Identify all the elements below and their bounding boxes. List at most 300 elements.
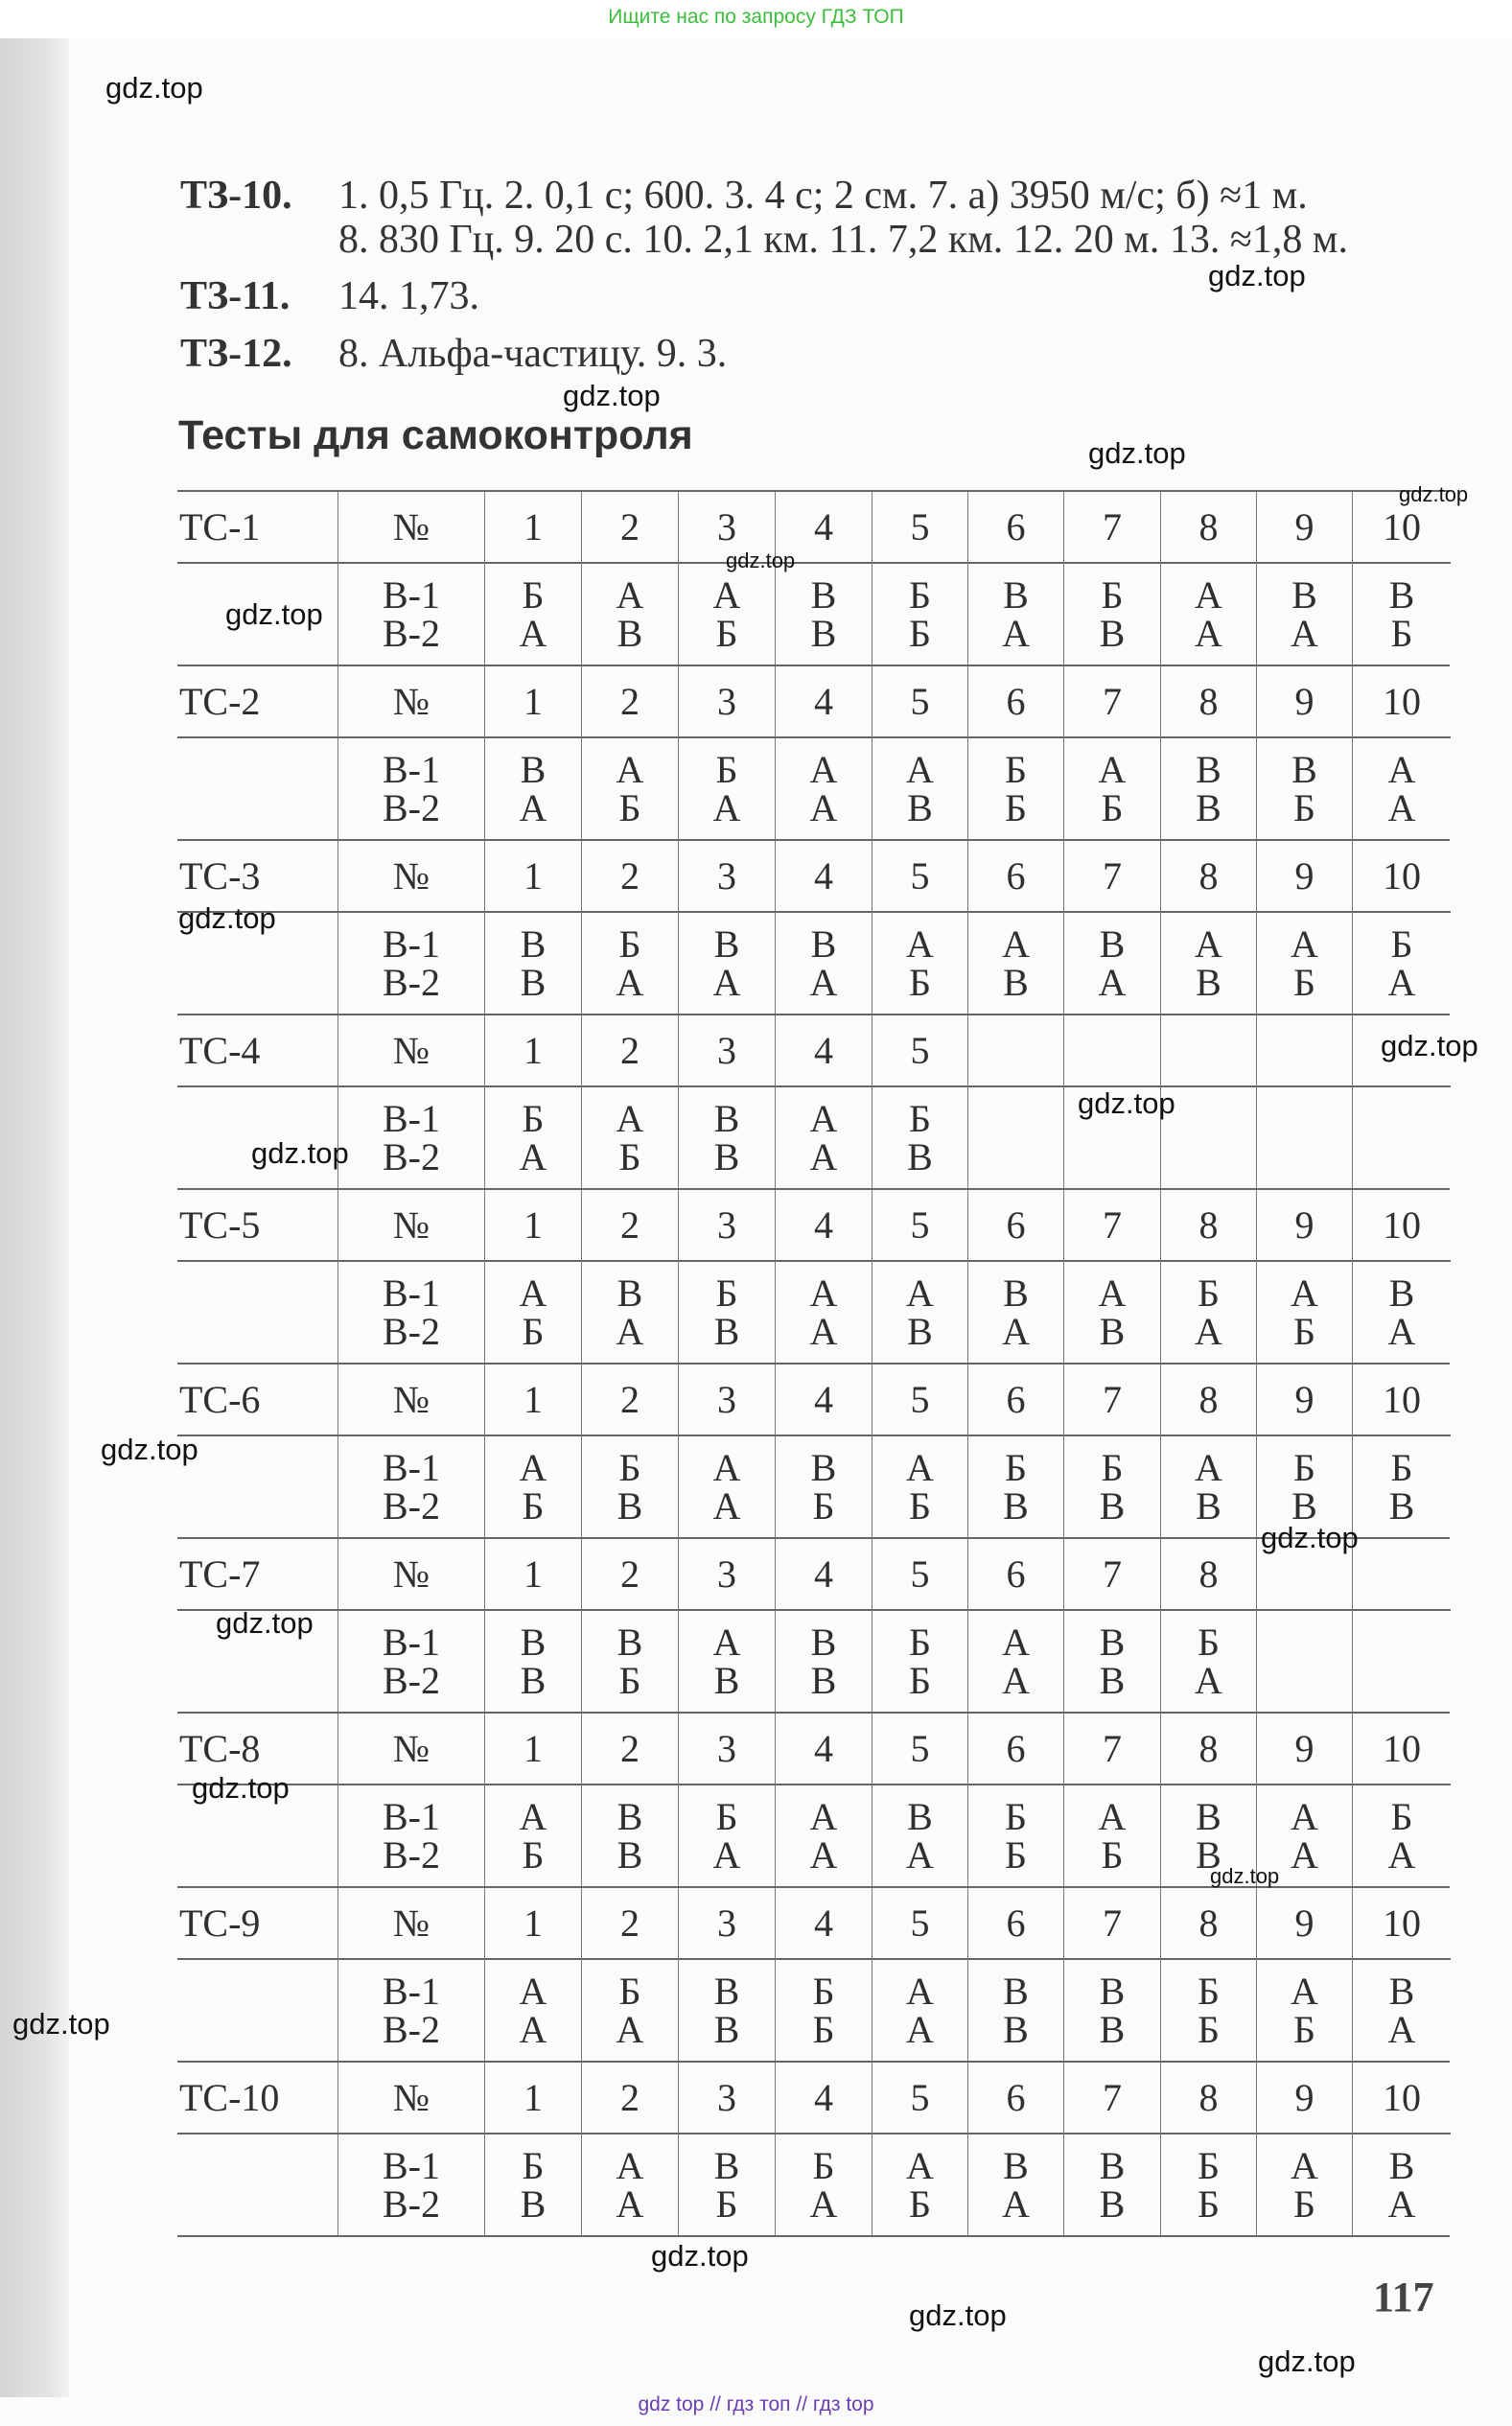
answer-cell	[967, 1785, 1063, 1886]
answer-v1: В	[1099, 1620, 1126, 1664]
answer-v1: В	[810, 921, 837, 966]
answer-v2: В	[1196, 960, 1221, 1004]
answer-v2: Б	[522, 1832, 545, 1877]
answer-cell	[581, 2134, 678, 2235]
answer-v1: Б	[1101, 1445, 1124, 1489]
variant-labels	[337, 1436, 484, 1537]
answer-cell	[1256, 1960, 1352, 2061]
answer-cell	[678, 1785, 775, 1886]
watermark: gdz.top	[192, 1771, 290, 1805]
answer-v1: А	[906, 1969, 934, 2013]
answer-text: 14. 1,73.	[338, 274, 479, 318]
answer-v1: В	[1388, 1969, 1415, 2013]
answer-cell	[967, 1611, 1063, 1712]
answer-v2: В	[1099, 2181, 1126, 2226]
answer-line-tz10	[180, 173, 1308, 219]
question-number: 2	[581, 2063, 678, 2134]
answer-cell	[581, 738, 678, 839]
question-number: 5	[872, 1190, 967, 1262]
answer-cell	[967, 564, 1063, 665]
answer-cell	[484, 1087, 581, 1188]
watermark: gdz.top	[251, 1136, 349, 1170]
answer-v1: А	[616, 2143, 644, 2187]
variant-label: В-2	[383, 1134, 440, 1178]
question-number: 1	[484, 1888, 581, 1960]
watermark: gdz.top	[1399, 482, 1469, 506]
variant-labels	[337, 1262, 484, 1363]
answer-v2: Б	[1293, 2007, 1315, 2051]
answer-v2: В	[713, 1134, 740, 1178]
question-number: 10	[1352, 1190, 1451, 1262]
answer-v1: А	[1098, 747, 1127, 791]
answer-cell	[1160, 2134, 1256, 2235]
answer-v2: Б	[1005, 1832, 1027, 1877]
watermark: gdz.top	[12, 2007, 110, 2041]
answer-v1: Б	[618, 1445, 641, 1489]
answer-cell	[775, 1785, 872, 1886]
answer-v2: Б	[1198, 2007, 1220, 2051]
empty-cell	[177, 1262, 337, 1363]
answer-v2: А	[809, 1134, 838, 1178]
answer-cell	[1063, 913, 1160, 1014]
answer-v1: В	[616, 1794, 643, 1838]
question-number: 10	[1352, 1714, 1451, 1785]
question-number: 1	[484, 1539, 581, 1611]
answer-cell	[484, 913, 581, 1014]
test-block	[177, 1712, 1450, 1886]
answer-v2: В	[616, 611, 643, 655]
watermark: gdz.top	[563, 379, 661, 412]
answer-v2: А	[1387, 960, 1416, 1004]
answer-cell	[1160, 564, 1256, 665]
answer-v2: Б	[909, 1658, 931, 1702]
answer-v2: В	[1099, 1309, 1126, 1353]
answer-cell	[967, 1436, 1063, 1537]
answer-v1: А	[1002, 1620, 1030, 1664]
answer-v1: А	[712, 1620, 741, 1664]
answer-v2: Б	[909, 2181, 931, 2226]
answer-v2: А	[519, 1134, 547, 1178]
answer-cell	[775, 1262, 872, 1363]
answer-v1: Б	[1198, 1620, 1220, 1664]
question-number: 9	[1256, 1714, 1352, 1785]
watermark: gdz.top	[1261, 1521, 1359, 1554]
answer-v1: В	[810, 1445, 837, 1489]
answer-v1: В	[907, 1794, 933, 1838]
answer-v1: Б	[812, 1969, 835, 2013]
answer-cell	[1256, 564, 1352, 665]
answer-v2: Б	[1101, 1832, 1124, 1877]
empty-cell	[177, 738, 337, 839]
answer-v2: А	[712, 1832, 741, 1877]
answer-v2: А	[1195, 611, 1222, 655]
test-block	[177, 1886, 1450, 2061]
answer-v2: В	[810, 611, 837, 655]
variant-label: В-1	[383, 747, 440, 791]
answer-v2: В	[907, 1134, 933, 1178]
answer-v2: Б	[1293, 1309, 1315, 1353]
answer-v1: Б	[1198, 2143, 1220, 2187]
question-number: 9	[1256, 1190, 1352, 1262]
answer-v1: А	[809, 747, 838, 791]
question-number: 4	[775, 1190, 872, 1262]
answer-cell	[872, 1262, 967, 1363]
question-number: 8	[1160, 492, 1256, 564]
answer-v1: В	[713, 1969, 740, 2013]
answer-v1: А	[809, 1096, 838, 1140]
answer-text: 1. 0,5 Гц. 2. 0,1 с; 600. 3. 4 с; 2 см. 7. а) 3950 м/с; б) ≈1 м.	[338, 174, 1308, 218]
question-number: 5	[872, 841, 967, 913]
test-block	[177, 1363, 1450, 1537]
answer-v2: Б	[618, 1658, 641, 1702]
answer-v2: В	[1196, 1483, 1221, 1528]
answer-v2: А	[712, 1483, 741, 1528]
answer-v2: Б	[522, 1309, 545, 1353]
answer-v2: Б	[1005, 785, 1027, 829]
answer-v2: В	[1196, 785, 1221, 829]
answer-cell	[967, 1262, 1063, 1363]
answer-cell	[484, 2134, 581, 2235]
answer-cell	[678, 1436, 775, 1537]
answer-v1: А	[1195, 921, 1222, 966]
answer-cell	[581, 1436, 678, 1537]
answer-cell	[1352, 1785, 1451, 1886]
answer-v2: А	[1002, 2181, 1030, 2226]
answer-cell	[872, 913, 967, 1014]
question-number	[967, 1015, 1063, 1087]
answer-v2: А	[616, 960, 644, 1004]
question-number: 8	[1160, 1888, 1256, 1960]
answer-cell	[775, 913, 872, 1014]
answer-v1: В	[520, 1620, 547, 1664]
answer-v2: А	[1387, 1832, 1416, 1877]
answer-line-tz10-cont	[180, 217, 1348, 263]
question-number: 3	[678, 1190, 775, 1262]
answer-v2: В	[1099, 1658, 1126, 1702]
answer-v2: А	[519, 611, 547, 655]
answer-v2: В	[616, 1483, 643, 1528]
answer-v2: А	[616, 2181, 644, 2226]
section-title: Тесты для самоконтроля	[178, 412, 693, 458]
answer-v1: А	[809, 1794, 838, 1838]
answer-label: ТЗ-11.	[180, 274, 291, 318]
answer-cell	[1256, 1262, 1352, 1363]
empty-cell	[177, 1960, 337, 2061]
answer-v1: А	[1291, 921, 1318, 966]
question-number: 5	[872, 1015, 967, 1087]
question-number: 7	[1063, 1888, 1160, 1960]
answer-line-tz12	[180, 331, 727, 377]
answer-cell	[1256, 913, 1352, 1014]
question-number: 5	[872, 492, 967, 564]
answer-v2: Б	[1293, 785, 1315, 829]
self-test-answers-table	[177, 490, 1450, 2237]
question-number: 6	[967, 1539, 1063, 1611]
answer-v1: Б	[812, 2143, 835, 2187]
answer-cell	[1063, 2134, 1160, 2235]
answer-v2: А	[1098, 960, 1127, 1004]
question-number: 10	[1352, 492, 1451, 564]
answer-v2: Б	[1101, 785, 1124, 829]
answer-v2: А	[712, 960, 741, 1004]
answer-cell	[1063, 1611, 1160, 1712]
test-name: ТС-1	[177, 492, 337, 564]
answer-v1: В	[1003, 1271, 1029, 1315]
answer-cell	[484, 738, 581, 839]
answer-v1: А	[809, 1271, 838, 1315]
question-number: 2	[581, 492, 678, 564]
answer-cell	[484, 564, 581, 665]
answer-v2: А	[616, 2007, 644, 2051]
variant-labels	[337, 738, 484, 839]
watermark: gdz.top	[1078, 1086, 1175, 1120]
answer-cell	[484, 1785, 581, 1886]
question-number: 3	[678, 1539, 775, 1611]
answer-v1: А	[906, 1271, 934, 1315]
answer-cell	[581, 1785, 678, 1886]
answer-v1: А	[1195, 1445, 1222, 1489]
answer-v1: В	[1099, 2143, 1126, 2187]
answer-v1: В	[1291, 747, 1317, 791]
answer-cell	[581, 564, 678, 665]
answer-cell	[678, 2134, 775, 2235]
variant-label: В-2	[383, 960, 440, 1004]
answer-cell	[872, 1785, 967, 1886]
answer-cell	[775, 1611, 872, 1712]
answer-v1: А	[906, 921, 934, 966]
answer-cell	[581, 1960, 678, 2061]
answer-cell	[1063, 738, 1160, 839]
question-number: 9	[1256, 666, 1352, 738]
answer-v1: А	[1098, 1271, 1127, 1315]
variant-label: В-2	[383, 2181, 440, 2226]
question-number: 6	[967, 666, 1063, 738]
answer-cell	[1063, 1436, 1160, 1537]
question-number: 6	[967, 2063, 1063, 2134]
question-number: 1	[484, 666, 581, 738]
answer-v2: В	[907, 1309, 933, 1353]
answer-v1: А	[1098, 1794, 1127, 1838]
question-number: 7	[1063, 492, 1160, 564]
question-number: 4	[775, 1539, 872, 1611]
question-number: 3	[678, 666, 775, 738]
answer-cell	[1063, 1960, 1160, 2061]
question-number	[1352, 1539, 1451, 1611]
answer-v1: Б	[1390, 1445, 1413, 1489]
question-number: 7	[1063, 1190, 1160, 1262]
answer-v1: А	[906, 2143, 934, 2187]
watermark: gdz.top	[178, 901, 276, 935]
answer-v2: В	[713, 1309, 740, 1353]
answer-cell	[1352, 1087, 1451, 1188]
answer-v1: Б	[522, 572, 545, 617]
answer-v2: Б	[618, 1134, 641, 1178]
test-block	[177, 1188, 1450, 1363]
answer-v1: А	[519, 1445, 547, 1489]
answer-v2: В	[616, 1832, 643, 1877]
question-number: 5	[872, 666, 967, 738]
answer-v1: А	[1291, 1271, 1318, 1315]
answer-v2: А	[519, 2007, 547, 2051]
answer-v2: В	[1099, 611, 1126, 655]
answer-v1: А	[1291, 2143, 1318, 2187]
question-number: 3	[678, 841, 775, 913]
question-number: 4	[775, 666, 872, 738]
answer-v1: В	[810, 572, 837, 617]
watermark: gdz.top	[1381, 1029, 1478, 1062]
number-header: №	[337, 666, 484, 738]
answer-v1: Б	[1390, 1794, 1413, 1838]
number-header: №	[337, 492, 484, 564]
watermark: gdz.top	[1208, 259, 1306, 292]
variant-labels	[337, 564, 484, 665]
question-number: 4	[775, 1714, 872, 1785]
question-number: 10	[1352, 666, 1451, 738]
answer-v2: В	[810, 1658, 837, 1702]
answer-v1: В	[713, 2143, 740, 2187]
number-header: №	[337, 1190, 484, 1262]
variant-labels	[337, 1960, 484, 2061]
answer-v2: А	[809, 2181, 838, 2226]
answer-v2: Б	[909, 611, 931, 655]
answer-v2: В	[713, 2007, 740, 2051]
answer-cell	[1063, 1785, 1160, 1886]
answer-v2: В	[1099, 1483, 1126, 1528]
question-number: 4	[775, 1015, 872, 1087]
answer-v1: Б	[1101, 572, 1124, 617]
answer-v1: В	[616, 1620, 643, 1664]
watermark: gdz.top	[909, 2298, 1007, 2332]
answer-v2: А	[1291, 1832, 1318, 1877]
answer-cell	[872, 2134, 967, 2235]
test-name: ТС-2	[177, 666, 337, 738]
variant-label: В-1	[383, 1794, 440, 1838]
question-number: 1	[484, 1015, 581, 1087]
answer-v1: В	[1003, 1969, 1029, 2013]
answer-text: 8. Альфа-частицу. 9. 3.	[338, 332, 728, 376]
variant-label: В-1	[383, 1969, 440, 2013]
question-number: 9	[1256, 492, 1352, 564]
answer-cell	[1256, 738, 1352, 839]
question-number: 2	[581, 1888, 678, 1960]
answer-cell	[775, 1087, 872, 1188]
answer-v1: Б	[715, 1271, 738, 1315]
number-header: №	[337, 2063, 484, 2134]
answer-cell	[872, 738, 967, 839]
question-number: 1	[484, 1365, 581, 1436]
question-number: 6	[967, 1888, 1063, 1960]
answer-v1: Б	[618, 1969, 641, 2013]
answer-v1: Б	[1005, 1445, 1027, 1489]
watermark: gdz.top	[105, 71, 203, 105]
answer-v1: Б	[909, 1620, 931, 1664]
answer-v1: А	[906, 747, 934, 791]
test-block	[177, 665, 1450, 839]
question-number: 5	[872, 1539, 967, 1611]
variant-label: В-2	[383, 2007, 440, 2051]
answer-cell	[1352, 738, 1451, 839]
answer-cell	[1160, 1960, 1256, 2061]
question-number: 9	[1256, 1888, 1352, 1960]
answer-cell	[775, 564, 872, 665]
answer-v2: Б	[812, 2007, 835, 2051]
answer-v2: А	[809, 1832, 838, 1877]
answer-v1: В	[1196, 1794, 1221, 1838]
question-number: 3	[678, 492, 775, 564]
answer-v1: В	[1099, 1969, 1126, 2013]
answer-v2: А	[906, 2007, 934, 2051]
answer-v2: Б	[812, 1483, 835, 1528]
answer-v1: Б	[522, 2143, 545, 2187]
answer-cell	[678, 564, 775, 665]
watermark: gdz.top	[101, 1433, 198, 1466]
answer-cell	[967, 2134, 1063, 2235]
watermark: gdz.top	[216, 1606, 314, 1640]
top-banner: Ищите нас по запросу ГДЗ ТОП	[0, 0, 1512, 38]
variant-labels	[337, 1785, 484, 1886]
answer-v2: А	[809, 785, 838, 829]
answer-v1: Б	[909, 572, 931, 617]
variant-labels	[337, 2134, 484, 2235]
answer-v2: Б	[1390, 611, 1413, 655]
answer-cell	[581, 1087, 678, 1188]
answer-cell	[484, 1960, 581, 2061]
answer-v1: Б	[618, 921, 641, 966]
answer-v1: В	[1003, 2143, 1029, 2187]
answer-cell	[1352, 1436, 1451, 1537]
answer-v2: В	[1291, 1483, 1317, 1528]
answer-v1: Б	[909, 1096, 931, 1140]
test-name: ТС-6	[177, 1365, 337, 1436]
answer-v1: В	[1003, 572, 1029, 617]
empty-cell	[177, 1436, 337, 1537]
answer-v2: Б	[618, 785, 641, 829]
watermark: gdz.top	[1258, 2344, 1356, 2378]
question-number: 4	[775, 1888, 872, 1960]
watermark: gdz.top	[225, 597, 323, 631]
question-number: 10	[1352, 2063, 1451, 2134]
question-number: 3	[678, 1365, 775, 1436]
answer-v1: А	[519, 1271, 547, 1315]
footer-links: gdz top // гдз топ // гдз top	[638, 2393, 874, 2415]
variant-label: В-2	[383, 1309, 440, 1353]
answer-cell	[775, 738, 872, 839]
answer-v2: Б	[1198, 2181, 1220, 2226]
answer-v1: А	[712, 1445, 741, 1489]
question-number: 6	[967, 1365, 1063, 1436]
question-number: 9	[1256, 2063, 1352, 2134]
answer-cell	[1160, 738, 1256, 839]
watermark: gdz.top	[1088, 436, 1186, 470]
answer-cell	[678, 1960, 775, 2061]
variant-label: В-1	[383, 1445, 440, 1489]
question-number: 3	[678, 1015, 775, 1087]
test-block	[177, 490, 1450, 665]
question-number: 4	[775, 2063, 872, 2134]
question-number: 3	[678, 1714, 775, 1785]
answer-cell	[775, 1960, 872, 2061]
answer-v1: Б	[715, 747, 738, 791]
variant-labels	[337, 1087, 484, 1188]
variant-label: В-1	[383, 921, 440, 966]
answer-v1: Б	[522, 1096, 545, 1140]
answer-v2: А	[1387, 785, 1416, 829]
question-number: 5	[872, 1365, 967, 1436]
answer-v2: А	[809, 960, 838, 1004]
answer-cell	[1352, 1262, 1451, 1363]
question-number: 8	[1160, 666, 1256, 738]
empty-cell	[177, 2134, 337, 2235]
